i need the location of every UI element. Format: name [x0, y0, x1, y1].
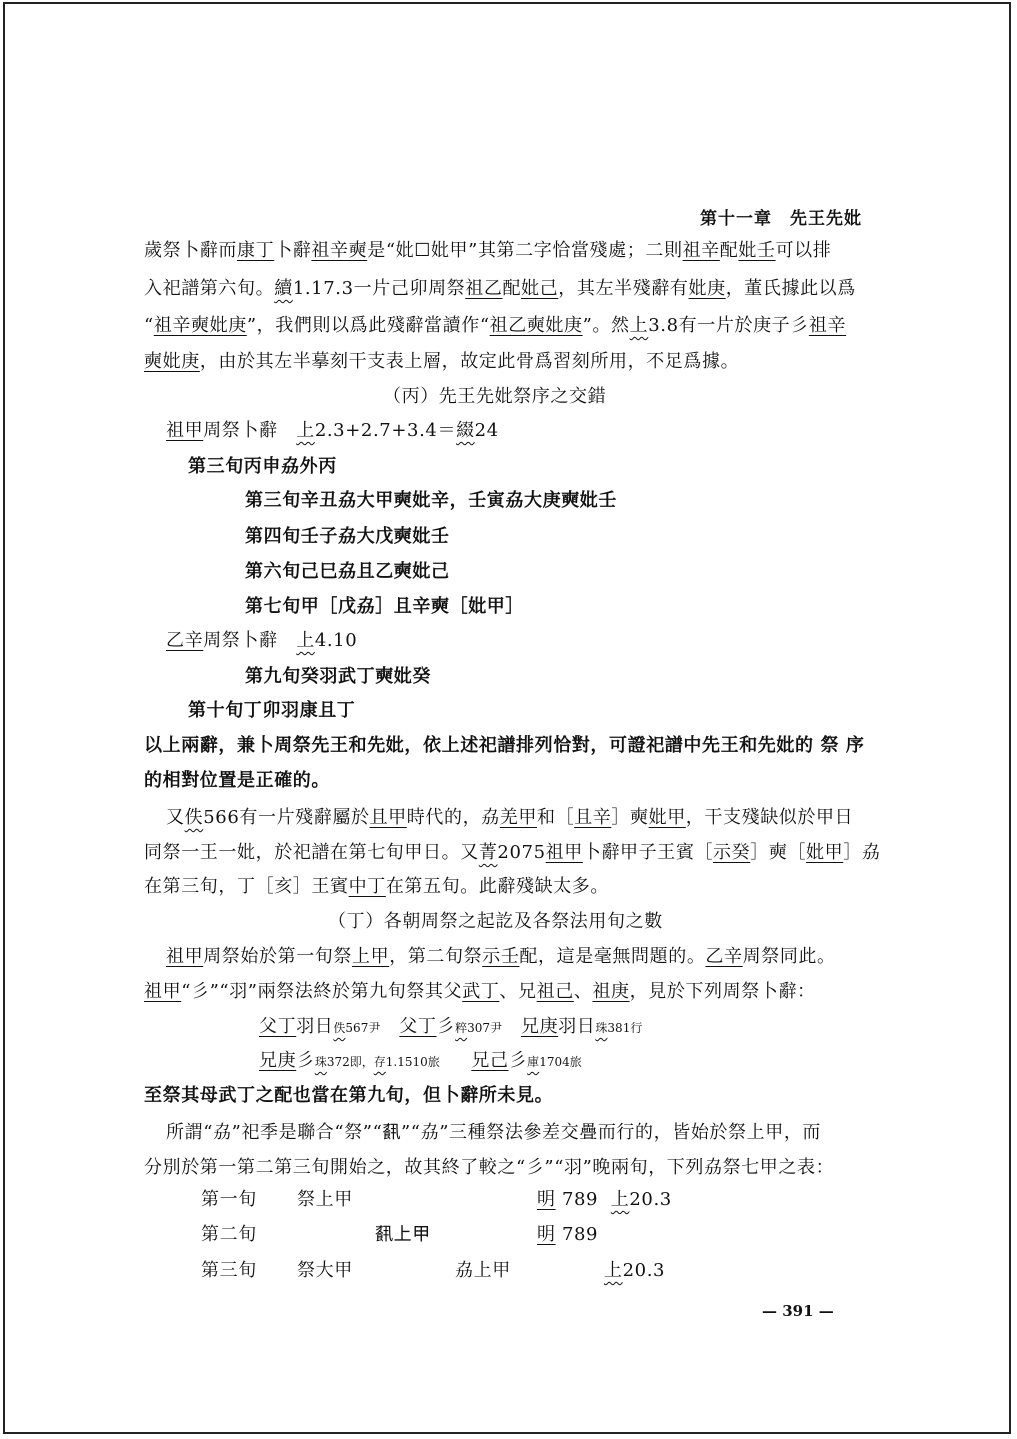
p6-line-1: 所謂“劦”祀季是聯合“祭”“𩛥”“劦”三種祭法參差交疊而行的，皆始於祭上甲，而 — [166, 1122, 822, 1143]
p4-line-1: 祖甲周祭始於第一旬祭上甲，第二旬祭示壬配，這是毫無問題的。乙辛周祭同此。 — [166, 946, 836, 967]
p6-line-2: 分別於第一第二第三旬開始之，故其終了較之“彡”“羽”晚兩旬，下列劦祭七甲之表： — [144, 1157, 835, 1178]
zujia-row-2: 第三旬辛丑劦大甲奭妣辛，壬寅劦大庚奭妣壬 — [245, 490, 617, 511]
page-number: — 391 — — [762, 1302, 834, 1320]
row-1-col-1: 祭上甲 — [297, 1189, 353, 1210]
row-2-xun: 第二旬 — [201, 1224, 257, 1245]
section-heading-bing: （丙）先王先妣祭序之交錯 — [383, 386, 607, 407]
p1-line-4: 奭妣庚，由於其左半摹刻干支表上層，故定此骨爲習刻所用，不足爲據。 — [144, 351, 740, 372]
row-1-xun: 第一旬 — [201, 1189, 257, 1210]
chapter-header: 第十一章 先王先妣 — [700, 209, 862, 229]
citation-line-1: 父丁羽日佚567尹 父丁彡粹307尹 兄庚羽日珠381行 — [259, 1016, 643, 1037]
p1-line-2: 入祀譜第六旬。續1.17.3一片己卯周祭祖乙配妣己，其左半殘辭有妣庚，董氏據此以爲 — [144, 278, 856, 299]
row-3-col-3: 劦上甲 — [455, 1260, 511, 1281]
zujia-row-3: 第四旬壬子劦大戊奭妣壬 — [245, 526, 450, 547]
p3-line-3: 在第三旬，丁［亥］王賓中丁在第五旬。此辭殘缺太多。 — [144, 876, 610, 897]
p3-line-2: 同祭一王一妣，於祀譜在第七旬甲日。又菁2075祖甲卜辭甲子王賓［示癸］奭［妣甲］劦 — [144, 842, 881, 863]
row-2-ref: 明 789 — [537, 1224, 599, 1245]
yixin-row-1: 第九旬癸羽武丁奭妣癸 — [245, 666, 431, 687]
zujia-row-4: 第六旬己巳劦且乙奭妣己 — [245, 561, 450, 582]
p2-line-1: 以上兩辭，兼卜周祭先王和先妣，依上述祀譜排列恰對，可證祀譜中先王和先妣的 祭 序 — [144, 735, 865, 756]
zujia-inscription-heading: 祖甲周祭卜辭 上2.3+2.7+3.4＝綴24 — [166, 420, 499, 441]
p1-line-1: 歲祭卜辭而康丁卜辭祖辛奭是“妣☐妣甲”其第二字恰當殘處；二則祖辛配妣壬可以排 — [144, 240, 832, 261]
row-2-col-2: 𩛥上甲 — [375, 1224, 431, 1245]
p3-line-1: 又佚566有一片殘辭屬於且甲時代的，劦羌甲和［且辛］奭妣甲，干支殘缺似於甲日 — [166, 807, 854, 828]
row-3-xun: 第三旬 — [201, 1260, 257, 1281]
yixin-inscription-heading: 乙辛周祭卜辭 上4.10 — [166, 630, 358, 651]
zujia-row-1: 第三旬丙申劦外丙 — [188, 456, 337, 477]
citation-line-2: 兄庚彡珠372即，存1.1510旅 兄己彡庫1704旅 — [259, 1050, 582, 1071]
zujia-row-5: 第七旬甲［戊劦］且辛奭［妣甲］ — [245, 596, 524, 617]
p5-line-1: 至祭其母武丁之配也當在第九旬，但卜辭所未見。 — [144, 1085, 554, 1106]
row-1-ref: 明 789 上20.3 — [537, 1189, 672, 1210]
p2-line-2: 的相對位置是正確的。 — [144, 770, 330, 791]
yixin-row-2: 第十旬丁卯羽康且丁 — [188, 700, 356, 721]
section-heading-ding: （丁）各朝周祭之起訖及各祭法用旬之數 — [328, 911, 663, 932]
p1-line-3: “祖辛奭妣庚”，我們則以爲此殘辭當讀作“祖乙奭妣庚”。然上3.8有一片於庚子彡祖辛 — [144, 315, 847, 336]
row-3-ref: 上20.3 — [604, 1260, 666, 1281]
row-3-col-1: 祭大甲 — [297, 1260, 353, 1281]
p4-line-2: 祖甲“彡”“羽”兩祭法終於第九旬祭其父武丁、兄祖己、祖庚，見於下列周祭卜辭： — [144, 981, 816, 1002]
